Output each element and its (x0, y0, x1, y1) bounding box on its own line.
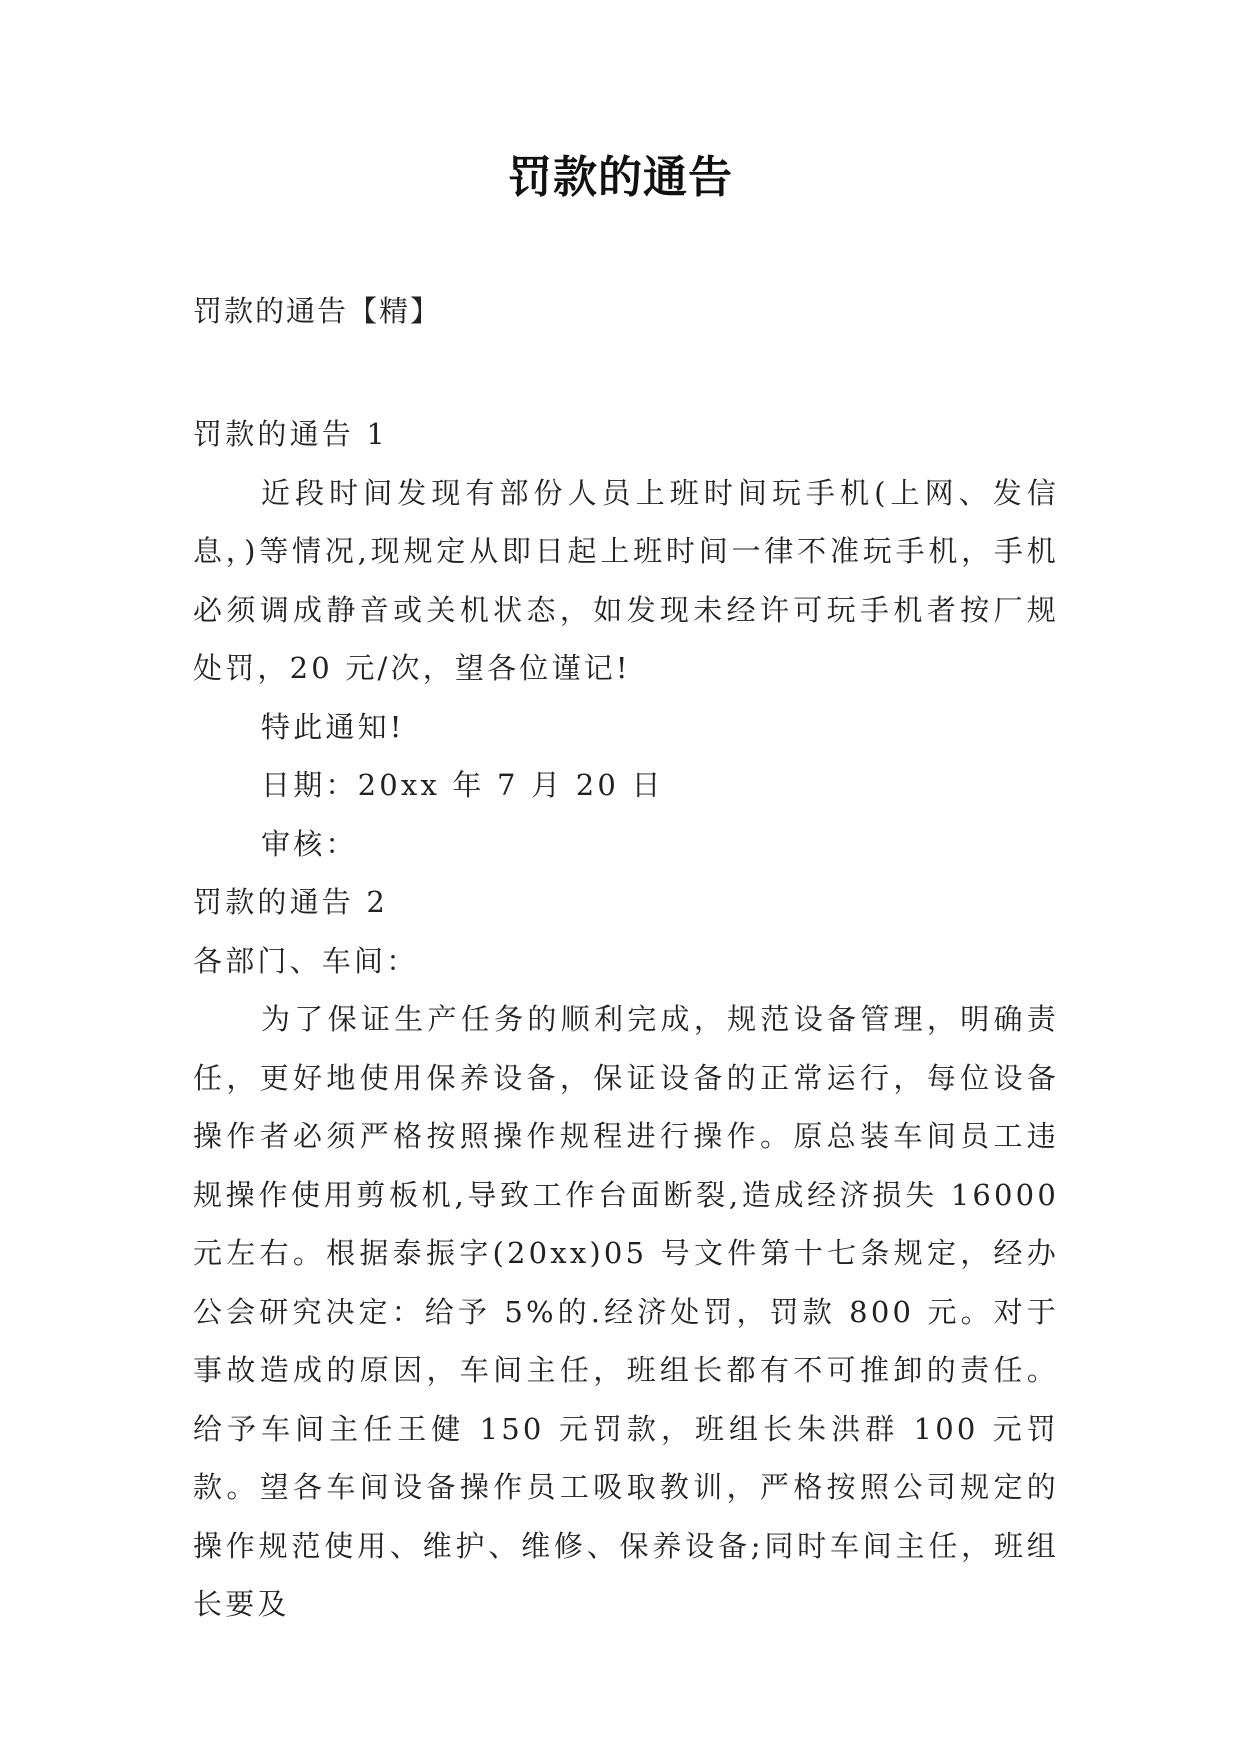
section1-notice: 特此通知! (261, 709, 405, 744)
section1-paragraph: 近段时间发现有部份人员上班时间玩手机(上网、发信息，)等情况,现规定从即日起上班时间一律不准玩手机，手机必须调成静音或关机状态，如发现未经许可玩手机者按厂规处罚，20 元/次，望各位谨记! (193, 475, 1059, 685)
section2-salutation: 各部门、车间： (193, 943, 419, 978)
section2-paragraph: 为了保证生产任务的顺利完成，规范设备管理，明确责任，更好地使用保养设备，保证设备的正常运行，每位设备操作者必须严格按照操作规程进行操作。原总装车间员工违规操作使用剪板机,导致工作台面断裂,造成经济损失 16000元左右。根据泰振字(20xx)05 号文件第十七条规定，经办公会研究决定：给予 5%的.经济处罚，罚款 800 元。对于事故造成的原因，车间主任，班组长都有不可推卸的责任。给予车间主任王健 150 元罚款，班组长朱洪群 100 元罚款。望各车间设备操作员工吸取教训，严格按照公司规定的操作规范使用、维护、维修、保养设备;同时车间主任，班组长要及 (193, 1002, 1059, 1621)
section1-review: 审核： (261, 826, 358, 861)
document-subtitle: 罚款的通告【精】 (193, 294, 442, 328)
section1-date: 日期：20xx 年 7 月 20 日 (261, 768, 664, 802)
section1-heading: 罚款的通告 1 (193, 417, 389, 451)
document-title: 罚款的通告 (508, 152, 733, 203)
section2-heading: 罚款的通告 2 (193, 885, 389, 919)
document-body (193, 405, 1059, 1634)
